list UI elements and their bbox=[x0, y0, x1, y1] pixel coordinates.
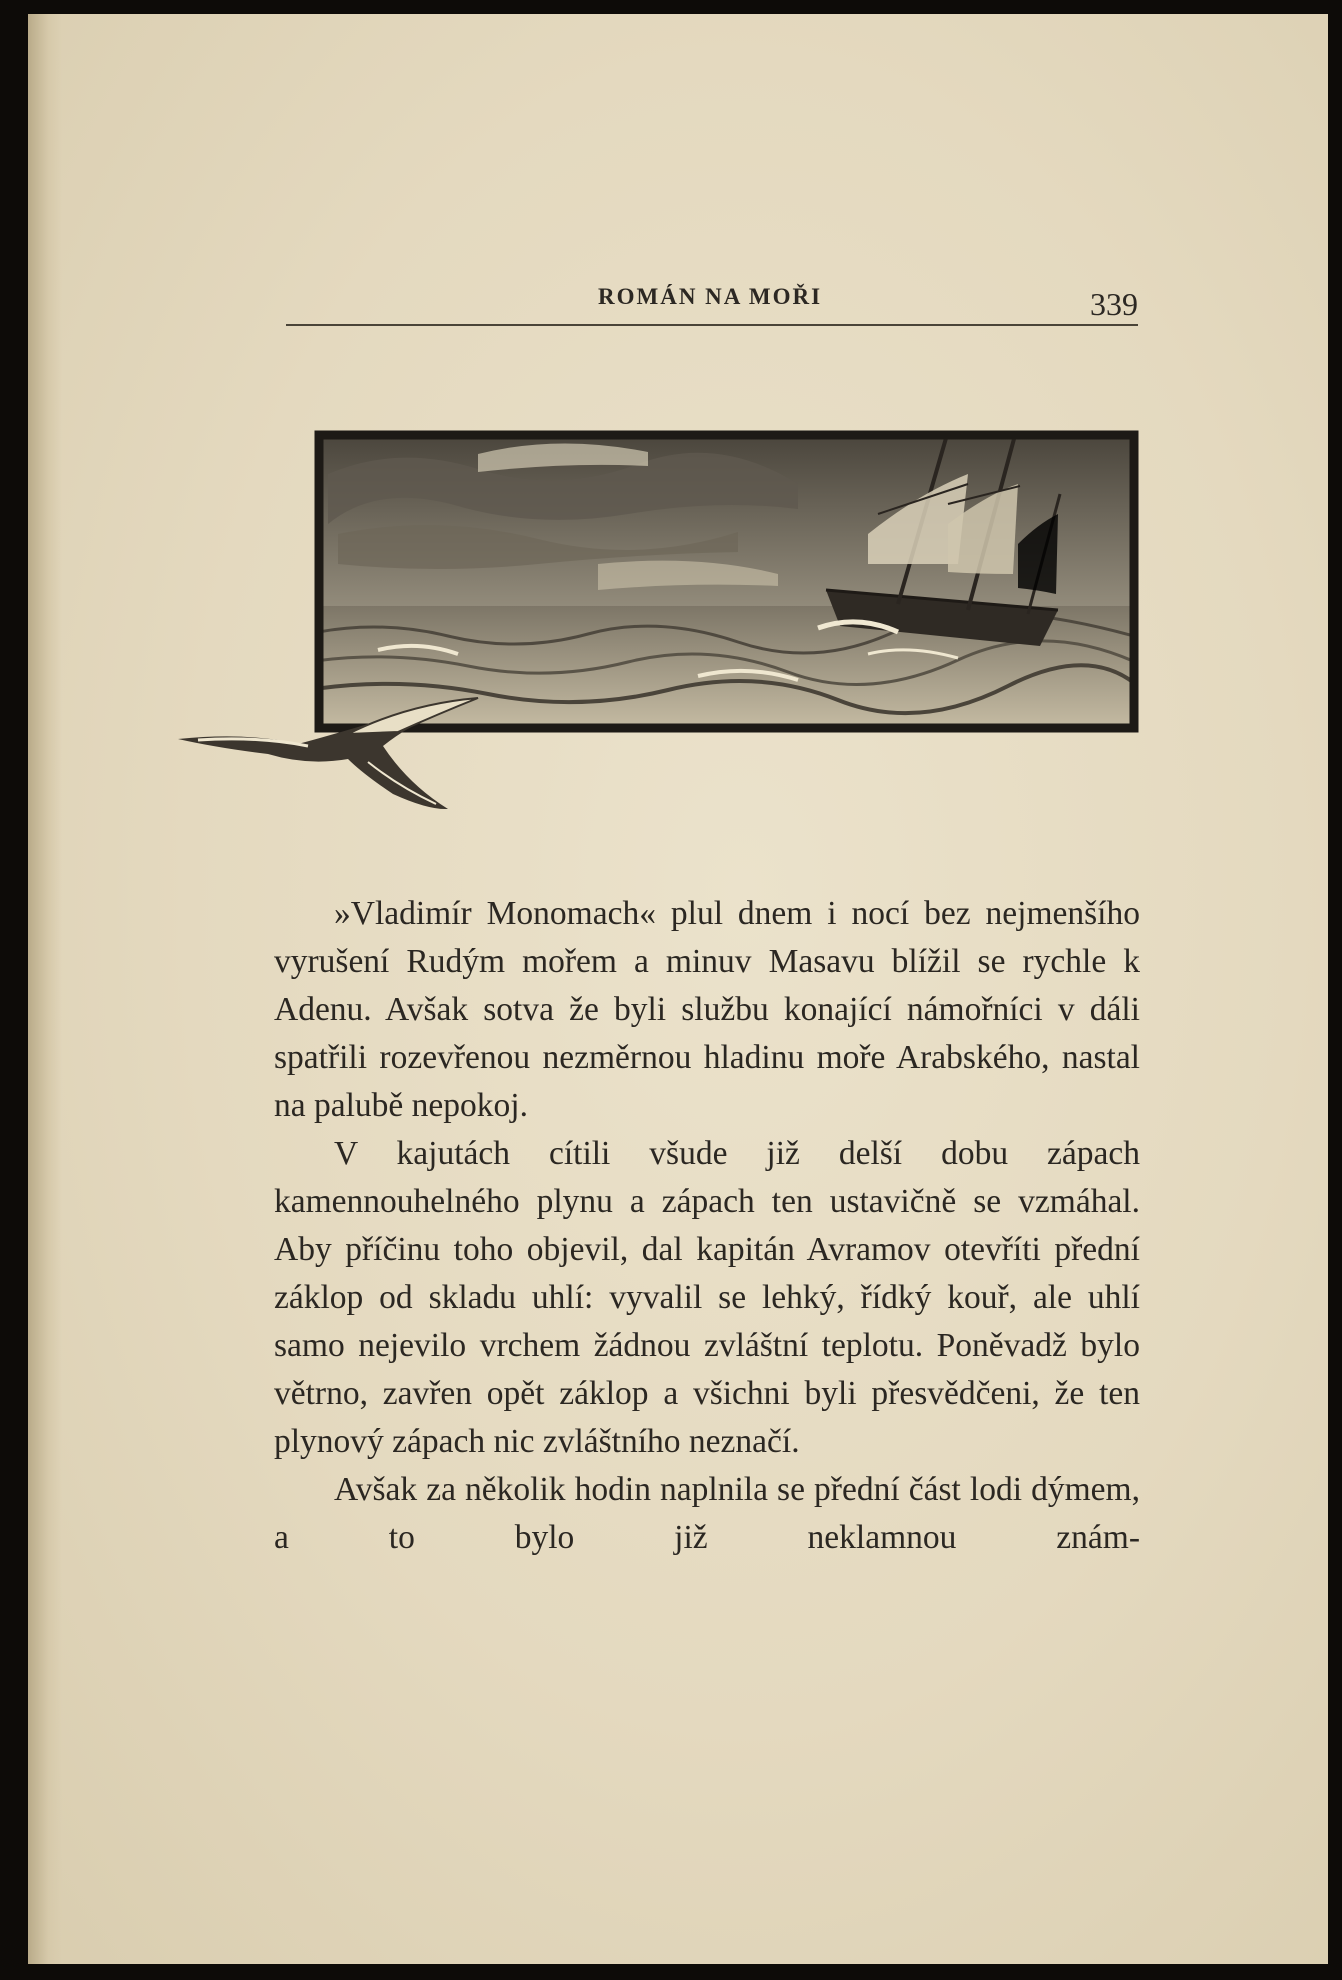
paragraph: »Vladimír Monomach« plul dnem i nocí bez nejmenšího vyrušení Rudým mořem a minuv Masavu blížil se rychle k Adenu. Avšak sotva že byli službu konající námořníci v dáli spatřili rozevřenou nezměrnou hladinu moře Arabského, nastal na palubě nepokoj. bbox=[274, 895, 1140, 1124]
book-page bbox=[28, 14, 1328, 1964]
running-header bbox=[286, 268, 1138, 326]
body-text bbox=[274, 890, 1140, 1562]
ship-illustration bbox=[178, 414, 1158, 834]
paragraph: V kajutách cítili všude již delší dobu zápach kamennouhelného plynu a zápach ten ustavičně se vzmáhal. Aby příčinu toho objevil, dal kapitán Avramov otevříti přední záklop od skladu uhlí: vyvalil se lehký, řídký kouř, ale uhlí samo nejevilo vrchem žádnou zvláštní teplotu. Poněvadž bylo větrno, zavřen opět záklop a všichni byli přesvědčeni, že ten plynový zápach nic zvláštního neznačí. bbox=[274, 1135, 1140, 1460]
page-gutter bbox=[28, 14, 62, 1964]
page-number: 339 bbox=[1090, 286, 1138, 322]
engraving-scene bbox=[308, 414, 1148, 736]
running-title: ROMÁN NA MOŘI bbox=[598, 284, 823, 309]
paragraph: Avšak za několik hodin naplnila se přední část lodi dýmem, a to bylo již neklamnou znám- bbox=[274, 1471, 1140, 1556]
